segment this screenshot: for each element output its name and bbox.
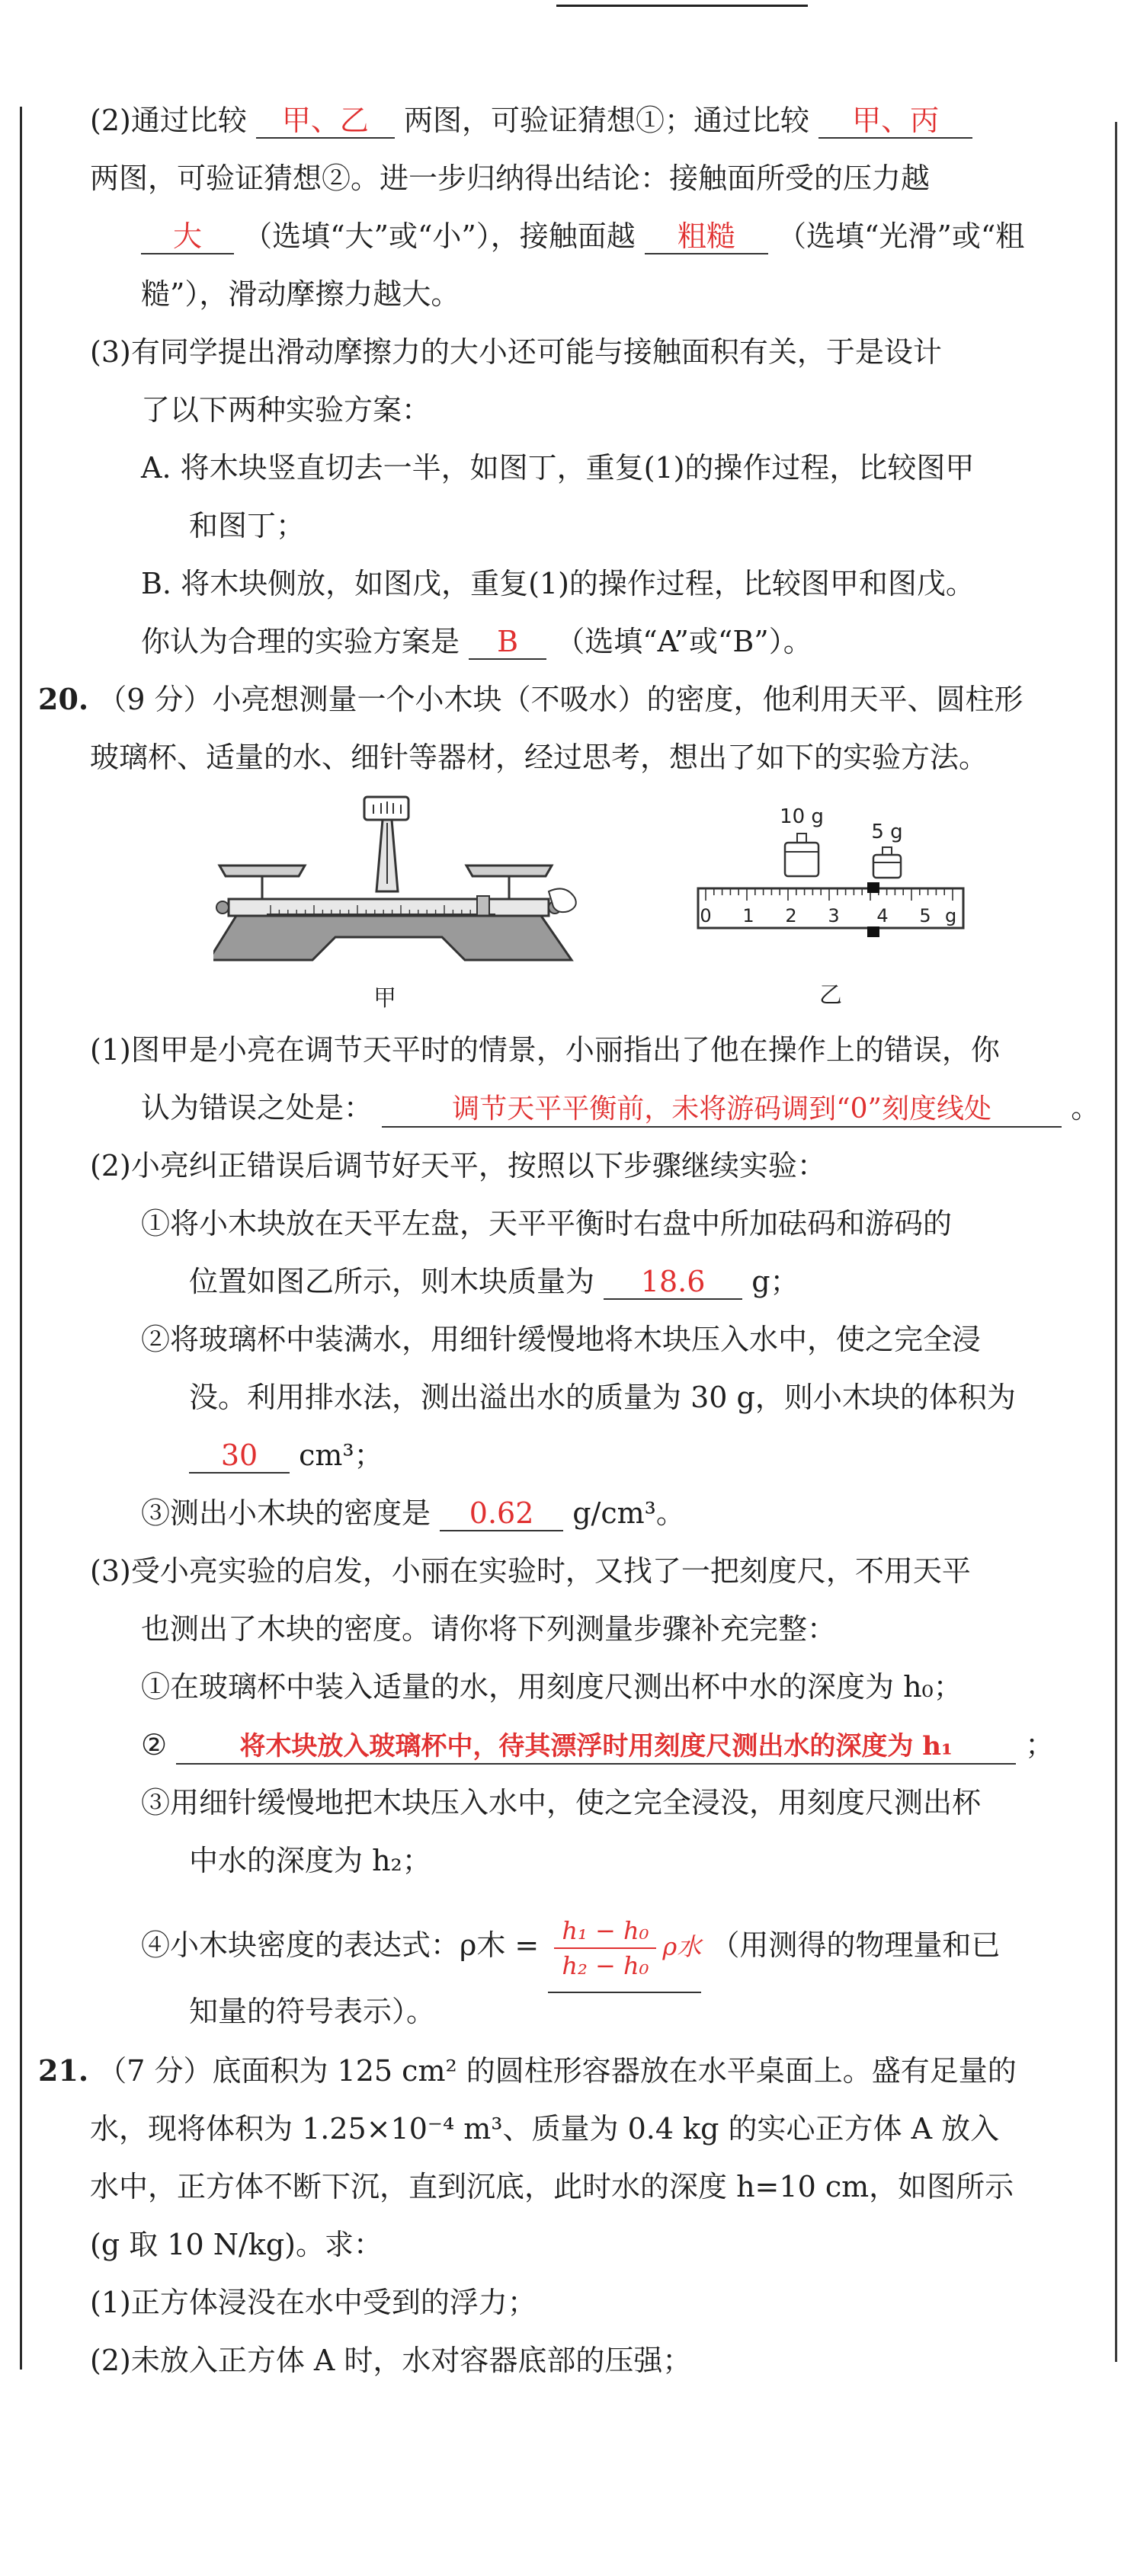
q20-step3: ③测出小木块的密度是 0.62 g/cm³。 [141, 1496, 685, 1530]
ruler-tick-label: 0 [700, 905, 712, 926]
answer-blank-q19-1[interactable]: 甲、乙 [256, 104, 395, 139]
q19-option-b: B. 将木块侧放，如图戊，重复(1)的操作过程，比较图甲和图戊。 [141, 567, 975, 600]
q20-step2-line1: ②将玻璃杯中装满水，用细针缓慢地将木块压入水中，使之完全浸 [141, 1323, 982, 1356]
q20-t3-line2: 中水的深度为 h₂； [189, 1844, 431, 1877]
q20-step2-line3: 30 cm³； [189, 1435, 383, 1475]
balance-base [213, 916, 572, 960]
ruler-rider-bottom [867, 926, 879, 937]
balance-figure [213, 792, 579, 1013]
left-pan [219, 866, 305, 876]
q19-p2-line3: 大 （选填“大”或“小”），接触面越 粗糙 （选填“光滑”或“粗 [141, 216, 1024, 256]
weight-5g [873, 847, 901, 878]
q19-p3-line2: 了以下两种实验方案： [141, 393, 431, 427]
q21-line4: (g 取 10 N/kg)。求： [90, 2228, 383, 2261]
q20-t3-line1: ③用细针缓慢地把木块压入水中，使之完全浸没，用刻度尺测出杯 [141, 1786, 982, 1819]
ruler-rider-top [867, 882, 879, 893]
answer-blank-q20-4[interactable]: 0.62 [440, 1496, 563, 1531]
q19-p2-line4: 糙”），滑动摩擦力越大。 [141, 277, 460, 311]
q20-number: 20. [38, 682, 89, 716]
answer-blank-q19-3[interactable]: 大 [141, 219, 234, 254]
answer-blank-q20-5[interactable]: 将木块放入玻璃杯中，待其漂浮时用刻度尺测出水的深度为 h₁ [176, 1730, 1016, 1765]
q20-intro-line2: 玻璃杯、适量的水、细针等器材，经过思考，想出了如下的实验方法。 [90, 741, 988, 774]
q20-p2: (2)小亮纠正错误后调节好天平，按照以下步骤继续实验： [90, 1149, 826, 1182]
ruler-tick-label: 2 [785, 905, 797, 926]
answer-blank-q19-4[interactable]: 粗糙 [645, 219, 768, 254]
q19-option-a-line1: A. 将木块竖直切去一半，如图丁，重复(1)的操作过程，比较图甲 [141, 451, 975, 485]
q19-p3-line1: (3)有同学提出滑动摩擦力的大小还可能与接触面积有关，于是设计 [90, 335, 942, 369]
q21-line5: (1)正方体浸没在水中受到的浮力； [90, 2286, 537, 2319]
q20-p1-line1: (1)图甲是小亮在调节天平时的情景，小丽指出了他在操作上的错误，你 [90, 1033, 1000, 1067]
q19-p2-line2: 两图，可验证猜想②。进一步归纳得出结论：接触面所受的压力越 [90, 162, 931, 195]
q20-step2-line2: 没。利用排水法，测出溢出水的质量为 30 g，则小木块的体积为 [189, 1381, 1016, 1414]
left-balance-nut [216, 901, 229, 914]
q19-option-a-line2: 和图丁； [189, 509, 306, 542]
ruler-tick-label: 5 [919, 905, 931, 926]
left-margin-bar [20, 107, 22, 2370]
q20-p3-line2: 也测出了木块的密度。请你将下列测量步骤补充完整： [141, 1612, 837, 1646]
answer-blank-q20-1[interactable]: 调节天平平衡前，未将游码调到“0”刻度线处 [382, 1093, 1062, 1128]
weight-10g [785, 834, 818, 876]
top-rule [556, 5, 808, 7]
answer-blank-q19-5[interactable]: B [469, 625, 546, 660]
balance-beam [229, 899, 549, 916]
fraction-numerator: h₁ − h₀ [554, 1914, 656, 1949]
q20-t1: ①在玻璃杯中装入适量的水，用刻度尺测出杯中水的深度为 h₀； [141, 1670, 963, 1704]
ruler-unit-label: g [945, 905, 957, 926]
q21-number: 21. [38, 2053, 89, 2088]
figure-label-jia: 甲 [373, 985, 396, 1012]
right-margin-bar [1115, 122, 1117, 2362]
q19-ask: 你认为合理的实验方案是 B （选填“A”或“B”）。 [141, 625, 812, 658]
ruler-tick-label: 4 [876, 905, 889, 926]
figure-label-yi: 乙 [819, 982, 842, 1009]
fraction-denominator: h₂ − h₀ [562, 1950, 649, 1980]
q19-p2-line1: (2)通过比较 甲、乙 两图，可验证猜想①；通过比较 甲、丙 [90, 101, 972, 140]
right-pan [466, 866, 552, 876]
density-formula-blank[interactable] [548, 1903, 701, 1993]
answer-blank-q20-2[interactable]: 18.6 [604, 1265, 742, 1300]
weight-5g-label: 5 g [871, 821, 903, 843]
weight-10g-label: 10 g [780, 805, 824, 828]
ruler-tick-label: 3 [828, 905, 840, 926]
q20-step1-line2: 位置如图乙所示，则木块质量为 18.6 g； [189, 1265, 799, 1298]
q21-line2: 水，现将体积为 1.25×10⁻⁴ m³、质量为 0.4 kg 的实心正方体 A 放入 [90, 2112, 1000, 2146]
q21-line1: 21. （7 分）底面积为 125 cm² 的圆柱形容器放在水平桌面上。盛有足量的 [38, 2053, 1017, 2088]
q21-line6: (2)未放入正方体 A 时，水对容器底部的压强； [90, 2344, 692, 2377]
q20-t4-line1: ④小木块密度的表达式：ρ木 = $\frac{\text{h₁ − h₀}}{\text{h₂ − h₀}}$ ρ水 （用测得的物理量和已 [141, 1903, 1000, 1993]
q20-intro-line1: 20. （9 分）小亮想测量一个小木块（不吸水）的密度，他利用天平、圆柱形 [38, 682, 1023, 716]
q20-t2: ② 将木块放入玻璃杯中，待其漂浮时用刻度尺测出水的深度为 h₁ ； [141, 1725, 1054, 1765]
q20-p3-line1: (3)受小亮实验的启发，小丽在实验时，又找了一把刻度尺，不用天平 [90, 1554, 971, 1588]
answer-blank-q19-2[interactable]: 甲、丙 [818, 104, 972, 139]
weights-ruler-figure [686, 800, 975, 1021]
answer-blank-q20-3[interactable]: 30 [189, 1438, 290, 1474]
q20-p1-line2: 认为错误之处是： 调节天平平衡前，未将游码调到“0”刻度线处 。 [141, 1088, 1100, 1128]
q20-t4-line2: 知量的符号表示）。 [189, 1995, 436, 2028]
q20-step1-line1: ①将小木块放在天平左盘，天平平衡时右盘中所加砝码和游码的 [141, 1207, 953, 1240]
density-fraction [554, 1914, 656, 1982]
rho-water-symbol: ρ水 [662, 1932, 702, 1961]
q21-line3: 水中，正方体不断下沉，直到沉底，此时水的深度 h=10 cm，如图所示 [90, 2170, 1014, 2203]
ruler-tick-label: 1 [742, 905, 754, 926]
